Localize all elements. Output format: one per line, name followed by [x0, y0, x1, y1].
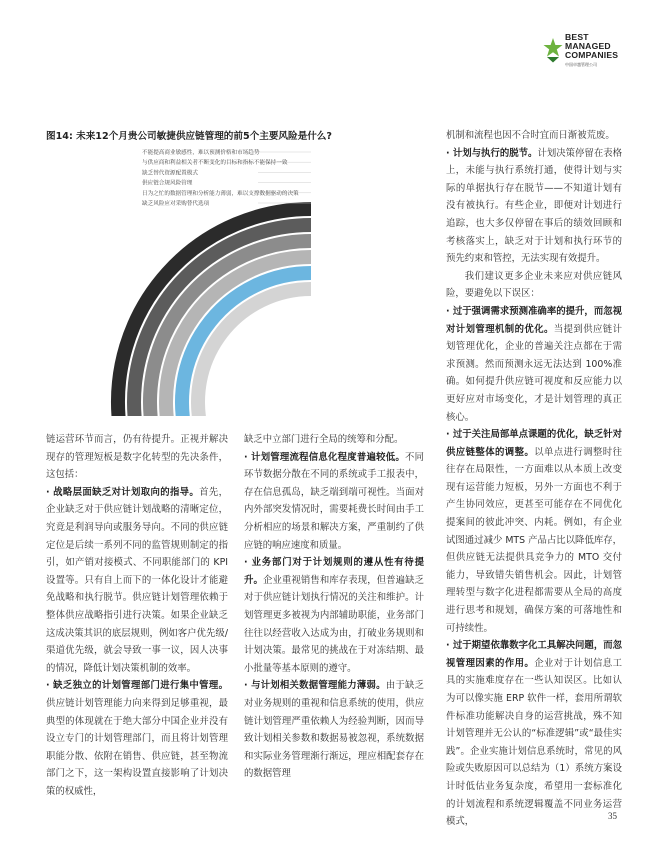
section-heading: · 缺乏独立的计划管理部门进行集中管理。: [46, 680, 228, 692]
best-managed-companies-logo: [543, 33, 633, 73]
logo-line-4: 中国卓越管理公司: [565, 62, 597, 67]
paragraph-text: 企业对于计划信息工具的实施难度存在一些认知误区。比如认为可以像实施 ERP 软件一样，套用所谓软件标准功能解决自身的运营挑战，殊不知计划管理并无公认的“标准逻辑”或“最佳实践”。企业实施计划信息系统时，常见的风险或失败原因可以总结为（1）系统方案设计时低估业务复杂度，希望用一套标准化的计划流程和系统逻辑覆盖不同业务运营模式，: [446, 657, 622, 828]
category-label-4: 供应链合规风险管理: [142, 180, 193, 187]
paragraph: [446, 637, 622, 831]
section-heading: · 计划与执行的脱节。: [446, 147, 538, 159]
page-number: 35: [608, 811, 617, 821]
section-heading: · 计划管理流程信息化程度普遍较低。: [244, 451, 405, 463]
paragraph-text: 以单点进行调整时往往存在局限性，一方面难以从本质上改变现有运营能力短板，另外一方面也不利于产生协同效应，更甚至可能存在不同优化提案间的彼此冲突、内耗。例如，有企业试图通过减少 MTS 产品占比以降低库存，但供应链无法提供具竞争力的 MTO 交付能力，导致错失销售机会。因此，计划管理转型与数字化进程都需要从全局的高度进行思考和规划，确保方案的可落地性和可持续性。: [446, 446, 622, 634]
section-heading: · 战略层面缺乏对计划取向的指导。: [46, 486, 200, 498]
paragraph: [46, 484, 228, 678]
paragraph: [446, 145, 622, 268]
text-column-3: [446, 127, 622, 831]
logo-line-3: COMPANIES: [565, 50, 619, 60]
category-label-5: 日为之忙的数据管理和分析能力薄弱，难以支撑数据驱动的决策: [142, 190, 299, 197]
paragraph-text: 企业重视销售和库存表现，但普遍缺乏对于供应链计划执行情况的关注和维护。计划管理更多被视为内部辅助职能，业务部门往往以经营收入达成为由，打破业务规则和计划决策。最常见的挑战在于对冻结期、最小批量等基本原则的遵守。: [244, 574, 424, 674]
section-heading: · 业务部门对于计划规则的遵从性有待提升。: [244, 557, 424, 586]
paragraph: [244, 677, 424, 783]
star-logo-icon: [543, 37, 563, 63]
section-heading: · 过于期望依靠数字化工具解决问题，而忽视管理因素的作用。: [446, 640, 622, 669]
paragraph: [446, 303, 622, 426]
paragraph: 机制和流程也因不合时宜而日渐被荒废。: [446, 130, 615, 141]
text-column-1: [46, 431, 228, 800]
paragraph: 缺乏中立部门进行全局的统筹和分配。: [244, 434, 404, 445]
logo-line-1: BEST: [565, 32, 589, 42]
category-label-6: 缺乏风险应对采购替代选项: [142, 201, 210, 207]
paragraph-text: 供应链计划管理能力向来得到足够重视，最典型的体现就在于绝大部分中国企业并没有设立专门的计划管理部门，而且将计划管理职能分散、依附在销售、供应链，甚至物流部门之下，这一架构设置直接影响了计划决策的权威性，: [46, 697, 228, 797]
paragraph: 我们建议更多企业未来应对供应链风险，要避免以下误区：: [446, 270, 622, 300]
logo-line-2: MANAGED: [565, 41, 611, 51]
section-heading: · 过于强调需求预测准确率的提升，而忽视对计划管理机制的优化。: [446, 305, 622, 335]
category-label-3: 缺乏替代资源配置模式: [142, 170, 198, 177]
paragraph: 链运营环节而言，仍有待提升。正视并解决现存的管理短板是数字化转型的先决条件，这包括：: [46, 434, 228, 481]
text-column-2: [244, 431, 424, 783]
paragraph: [46, 677, 228, 800]
radial-bar-chart: [46, 146, 426, 416]
category-label-2: 与供应商和利益相关者不断变化的目标和指标不能保持一致: [142, 160, 288, 167]
paragraph: [244, 554, 424, 677]
section-heading: · 过于关注局部单点课题的优化，缺乏针对供应链整体的调整。: [446, 429, 622, 458]
figure-title: 图14: 未来12个月贵公司敏捷供应链管理的前5个主要风险是什么?: [46, 131, 332, 142]
paragraph-text: 由于缺乏对业务规则的重视和信息系统的使用，供应链计划管理严重依赖人为经验判断，因而导致计划相关参数和数据易被忽视，系统数据和实际业务管理渐行渐远，理应相配套存在的数据管理: [244, 680, 424, 780]
paragraph-text: 首先，企业缺乏对于供应链计划战略的清晰定位，究竟是利润导向或服务导向。不同的供应链定位是后续一系列不同的监管规则制定的指引，如产销对接模式、不同职能部门的 KPI 设置等。只有自上而下的一体化设计才能避免战略和执行脱节。供应链计划管理依赖于整体供应战略指引进行决策。如果企业缺乏这成决策其识的底层规则，例如客户优先级/渠道优先级，就会导致一事一议，因人决事的情况，降低计划决策机制的效率。: [46, 486, 228, 674]
paragraph-text: 不同环节数据分散在不同的系统或手工报表中，存在信息孤岛，缺乏端到端可视性。当面对内外部突发情况时，需要耗费长时间由手工分析相应的场景和解决方案，严重制约了供应链的响应速度和质量。: [244, 451, 424, 551]
paragraph-text: 当提到供应链计划管理优化，企业的普遍关注点都在于需求预测。然而预测永远无法达到 100%准确。如何提升供应链可视度和反应能力以更好应对市场变化，才是计划管理的真正核心。: [446, 323, 622, 423]
paragraph-text: 计划决策停留在表格上，未能与执行系统打通，使得计划与实际的单据执行存在脱节——不知道计划有没有被执行。有些企业，即便对计划进行追踪，也大多仅停留在事后的绩效回顾和考核落实上，缺乏对于计划和执行环节的预先约束和管控，无法实现有效提升。: [446, 147, 622, 265]
section-heading: · 与计划相关数据管理能力薄弱。: [244, 680, 386, 692]
category-label-1: 不能提高商业敏感性，难以预测价格和市场趋势: [142, 150, 260, 156]
paragraph: [244, 449, 424, 555]
paragraph: [446, 426, 622, 637]
